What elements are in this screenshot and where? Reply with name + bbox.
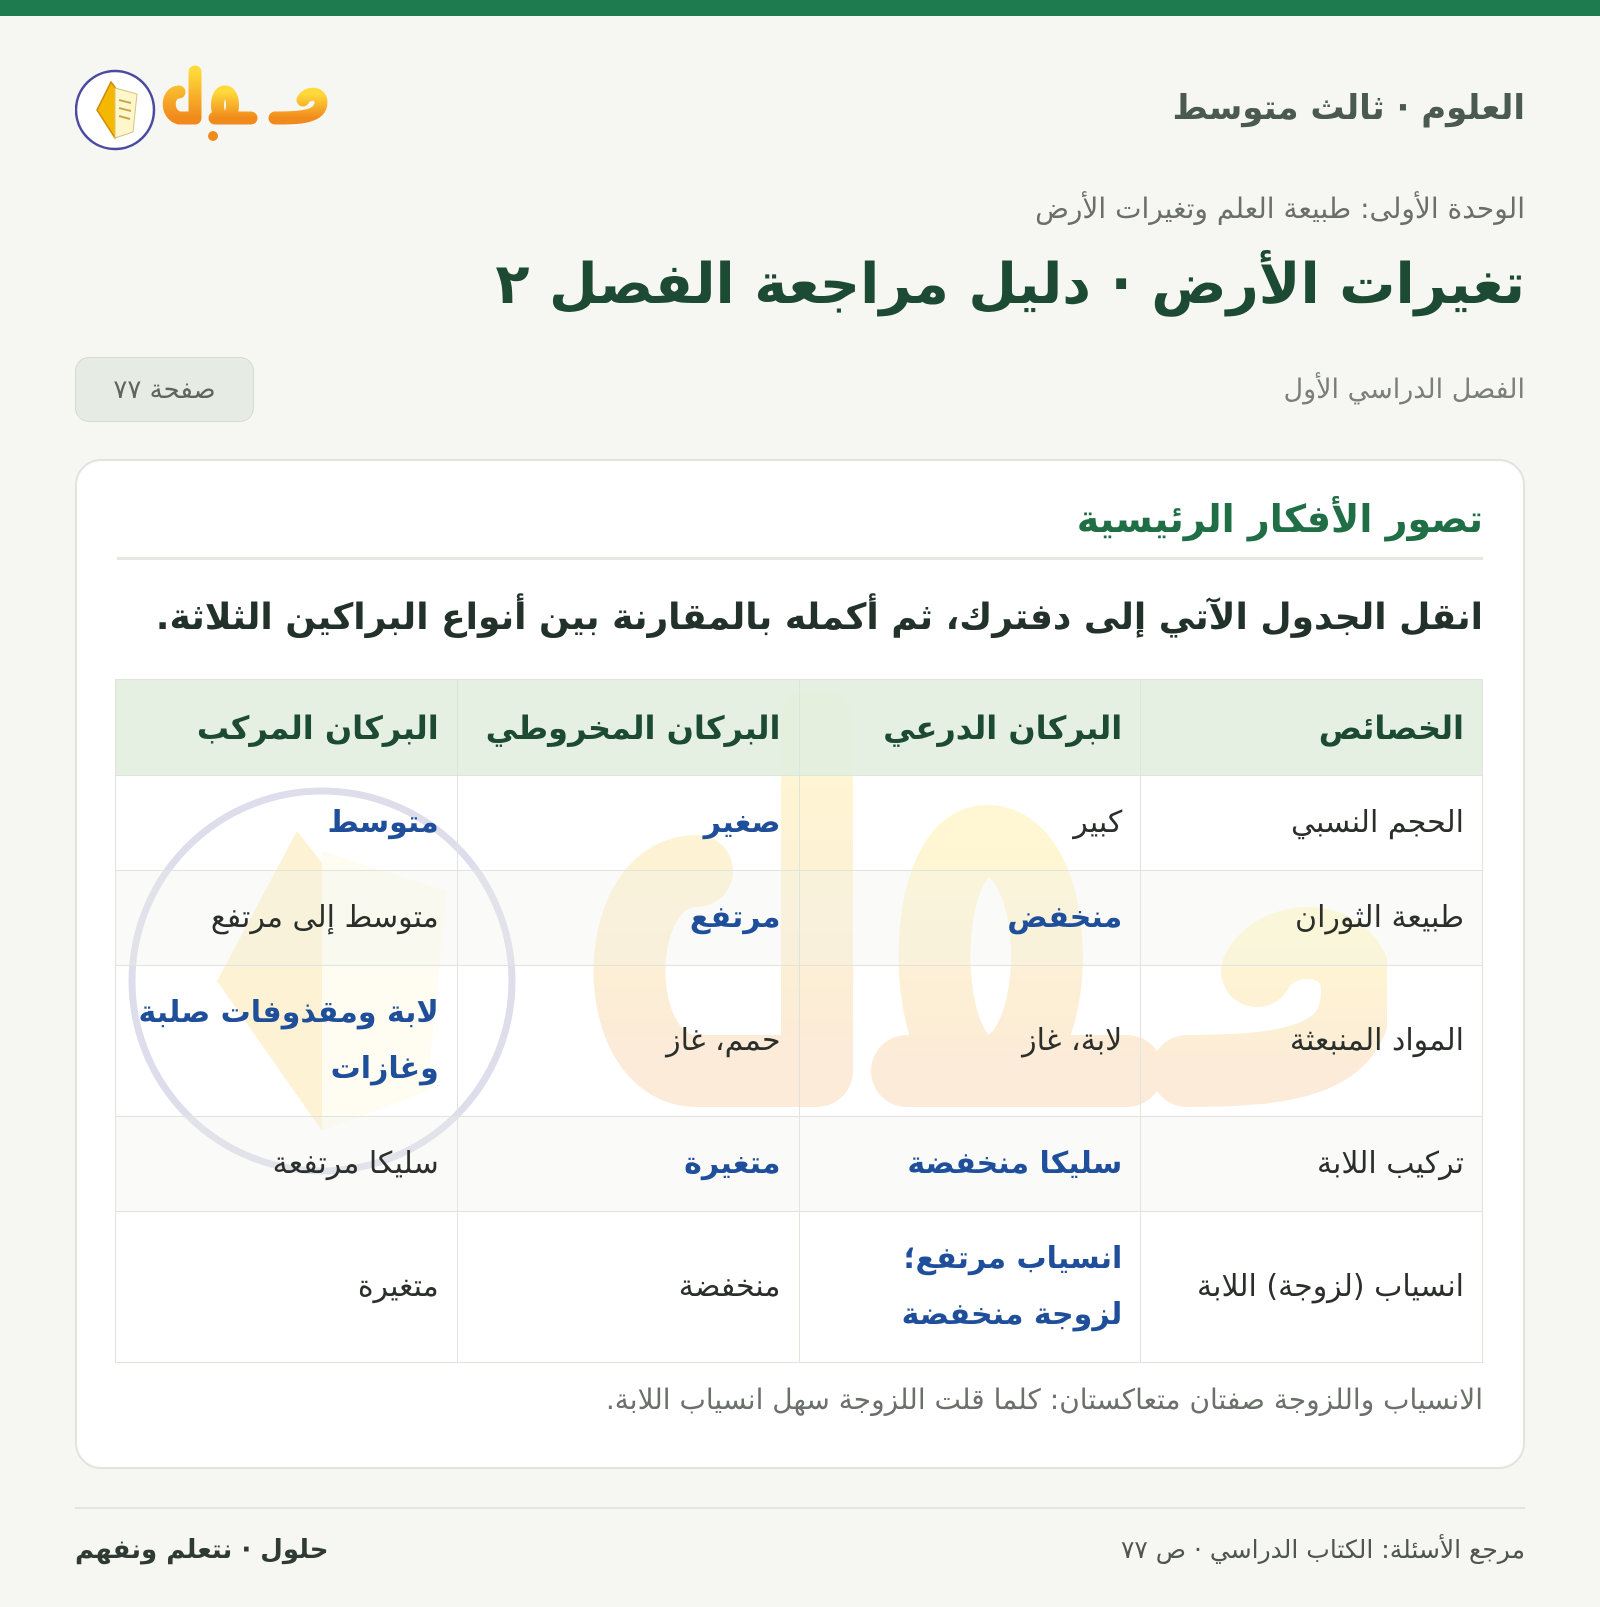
table-cell: منخفضة <box>457 1212 799 1363</box>
table-cell: سليكا مرتفعة <box>116 1117 458 1212</box>
property-cell: تركيب اللابة <box>1141 1117 1483 1212</box>
table-row <box>116 1212 1483 1363</box>
property-cell: طبيعة الثوران <box>1141 871 1483 966</box>
table-cell: كبير <box>799 776 1141 871</box>
answer-cell: متغيرة <box>457 1117 799 1212</box>
answer-cell: منخفض <box>799 871 1141 966</box>
property-cell: انسياب (لزوجة) اللابة <box>1141 1212 1483 1363</box>
viscosity-note: الانسياب واللزوجة صفتان متعاكستان: كلما قلت اللزوجة سهل انسياب اللابة. <box>605 1383 1483 1416</box>
table-header-row <box>116 680 1483 776</box>
table-row <box>116 871 1483 966</box>
header-cell: البركان المخروطي <box>457 680 799 776</box>
footer-divider <box>75 1507 1525 1509</box>
logo-graphic <box>75 52 335 162</box>
semester-label: الفصل الدراسي الأول <box>1283 374 1525 405</box>
subject-label: العلوم · ثالث متوسط <box>1172 88 1525 128</box>
unit-label: الوحدة الأولى: طبيعة العلم وتغيرات الأرض <box>1035 192 1525 225</box>
property-cell: المواد المنبعثة <box>1141 966 1483 1117</box>
card-divider <box>117 557 1483 560</box>
page-number-badge: صفحة ٧٧ <box>75 357 254 422</box>
table-row <box>116 966 1483 1117</box>
table-cell: متغيرة <box>116 1212 458 1363</box>
answer-cell: صغير <box>457 776 799 871</box>
footer-reference: مرجع الأسئلة: الكتاب الدراسي · ص ٧٧ <box>1120 1535 1525 1564</box>
header-cell: الخصائص <box>1141 680 1483 776</box>
table-cell: حمم، غاز <box>457 966 799 1117</box>
property-cell: الحجم النسبي <box>1141 776 1483 871</box>
table-row <box>116 1117 1483 1212</box>
page-title: تغيرات الأرض · دليل مراجعة الفصل ٢ <box>495 252 1525 317</box>
header-cell: البركان الدرعي <box>799 680 1141 776</box>
card-title: تصور الأفكار الرئيسية <box>1076 497 1483 541</box>
header-cell: البركان المركب <box>116 680 458 776</box>
instruction-text: انقل الجدول الآتي إلى دفترك، ثم أكمله بالمقارنة بين أنواع البراكين الثلاثة. <box>155 597 1483 638</box>
answer-cell: انسياب مرتفع؛ لزوجة منخفضة <box>799 1212 1141 1363</box>
table-cell: لابة، غاز <box>799 966 1141 1117</box>
page-header <box>75 52 1525 162</box>
table-cell: متوسط إلى مرتفع <box>116 871 458 966</box>
volcano-comparison-table <box>115 679 1483 1363</box>
hulul-logo[interactable] <box>75 52 335 162</box>
top-accent-bar <box>0 0 1600 16</box>
answer-cell: مرتفع <box>457 871 799 966</box>
table-row <box>116 776 1483 871</box>
answer-cell: لابة ومقذوفات صلبة وغازات <box>116 966 458 1117</box>
answer-cell: سليكا منخفضة <box>799 1117 1141 1212</box>
answer-cell: متوسط <box>116 776 458 871</box>
footer-brand: حلول · نتعلم ونفهم <box>75 1535 329 1565</box>
main-ideas-card <box>75 459 1525 1469</box>
